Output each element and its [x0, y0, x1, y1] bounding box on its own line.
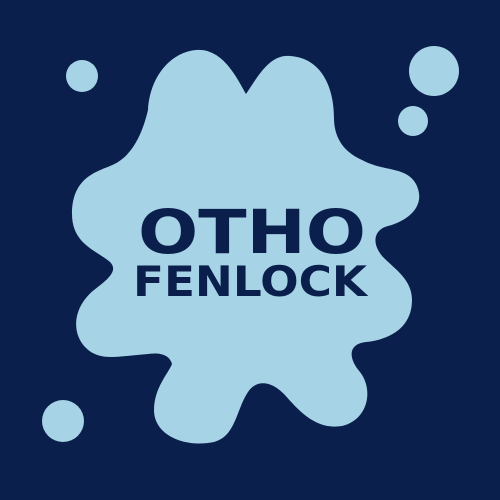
logo-title-line2: FENLOCK [133, 257, 369, 306]
splash-dot-top-right [409, 46, 459, 96]
splash-dot-top-left [66, 60, 98, 92]
splash-dot-bottom-left [42, 400, 84, 442]
logo-title-line1: OTHO [138, 197, 366, 268]
splash-dot-right [398, 106, 428, 136]
